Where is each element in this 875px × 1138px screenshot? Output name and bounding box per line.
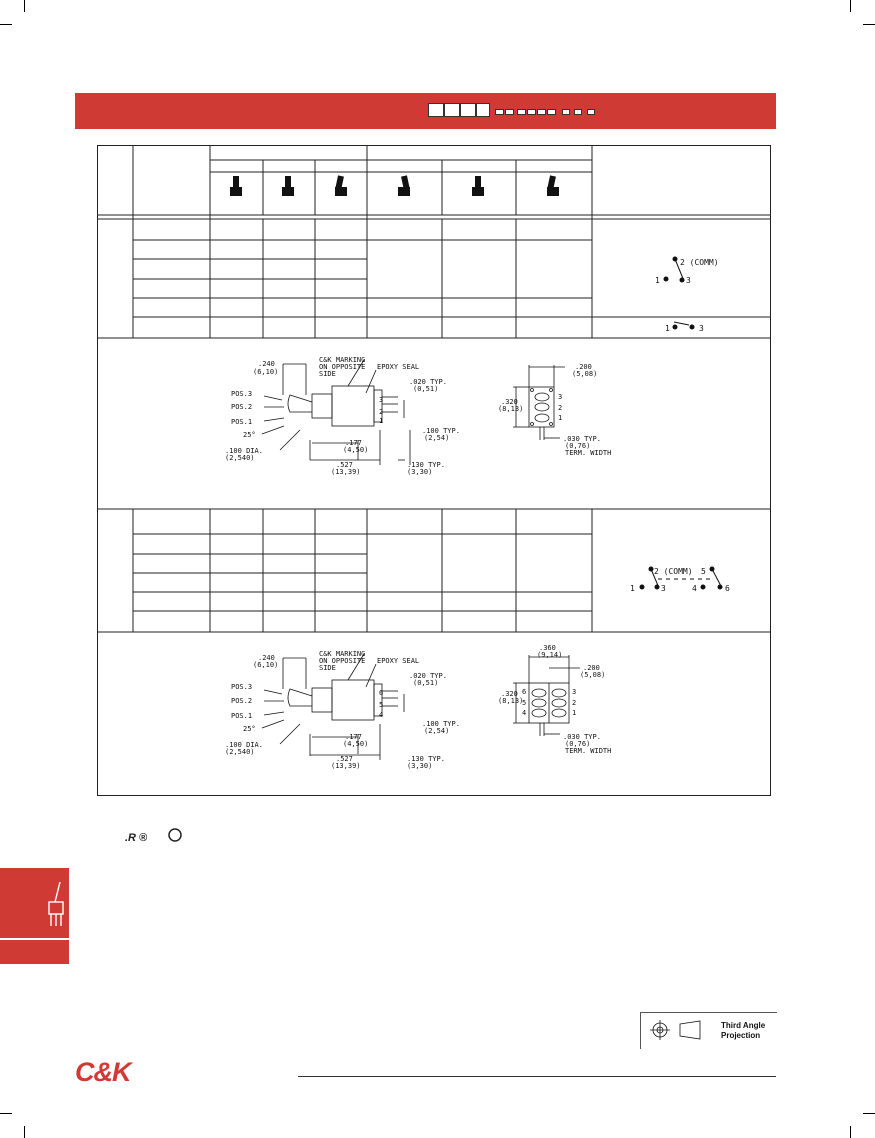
svg-text:.020 TYP.: .020 TYP. (409, 378, 447, 386)
svg-text:.177: .177 (345, 733, 362, 741)
svg-text:(2,54): (2,54) (424, 727, 450, 735)
terminal-label: 6 (725, 584, 730, 593)
svg-text:.240: .240 (258, 360, 275, 368)
svg-text:5: 5 (522, 699, 527, 707)
svg-text:POS.1: POS.1 (231, 418, 253, 426)
svg-text:C&K MARKING: C&K MARKING (319, 650, 366, 658)
svg-text:.020 TYP.: .020 TYP. (409, 672, 447, 680)
svg-text:(0,76): (0,76) (565, 740, 591, 748)
svg-text:POS.2: POS.2 (231, 403, 253, 411)
svg-text:(6,10): (6,10) (253, 368, 279, 376)
svg-text:1: 1 (379, 417, 384, 425)
svg-text:(2,540): (2,540) (225, 454, 255, 462)
svg-text:POS.1: POS.1 (231, 712, 253, 720)
terminal-label: 1 (655, 276, 660, 285)
tab-divider (0, 938, 69, 940)
svg-text:POS.3: POS.3 (231, 390, 253, 398)
svg-text:1: 1 (558, 414, 563, 422)
drawing-2-labels (225, 650, 460, 770)
svg-text:.240: .240 (258, 654, 275, 662)
svg-text:3: 3 (572, 688, 577, 696)
svg-text:POS.3: POS.3 (231, 683, 253, 691)
svg-text:TERM. WIDTH: TERM. WIDTH (565, 449, 612, 457)
svg-text:(2,54): (2,54) (424, 434, 450, 442)
switch-side-drawing-1 (262, 360, 410, 465)
terminal-label: 3 (686, 276, 691, 285)
section-tab (0, 868, 69, 964)
svg-text:(4,50): (4,50) (343, 740, 369, 748)
comm-label: 2 (COMM) (654, 567, 693, 576)
svg-text:2: 2 (558, 404, 563, 412)
svg-text:(13,39): (13,39) (331, 762, 361, 770)
svg-text:(9,14): (9,14) (537, 651, 563, 659)
svg-text:(0,51): (0,51) (413, 679, 439, 687)
terminal-label: 4 (692, 584, 697, 593)
svg-text:(8,13): (8,13) (498, 697, 524, 705)
svg-text:3: 3 (558, 393, 563, 401)
svg-text:(0,76): (0,76) (565, 442, 591, 450)
svg-text:2: 2 (572, 699, 577, 707)
circuit-diagram-dpdt (630, 567, 730, 594)
projection-label: Third Angle Projection (721, 1021, 766, 1040)
svg-text:(13,39): (13,39) (331, 468, 361, 476)
svg-text:(6,10): (6,10) (253, 661, 279, 669)
svg-text:.100 DIA.: .100 DIA. (225, 447, 263, 455)
svg-text:.100 DIA.: .100 DIA. (225, 741, 263, 749)
cert-marks-icon (125, 829, 181, 844)
svg-text:.360: .360 (539, 644, 556, 652)
svg-text:(5,08): (5,08) (580, 671, 606, 679)
ck-logo: C&K (75, 1057, 131, 1087)
svg-text:.527: .527 (336, 461, 353, 469)
svg-text:SIDE: SIDE (319, 370, 336, 378)
svg-text:SIDE: SIDE (319, 664, 336, 672)
terminal-label: 1 (630, 584, 635, 593)
svg-text:.130 TYP.: .130 TYP. (407, 755, 445, 763)
comm-label: 2 (COMM) (680, 258, 719, 267)
toggle-icon (230, 175, 559, 196)
svg-text:3: 3 (379, 396, 384, 404)
svg-text:2: 2 (379, 408, 384, 416)
svg-text:.527: .527 (336, 755, 353, 763)
svg-text:.200: .200 (575, 363, 592, 371)
svg-text:.320: .320 (501, 690, 518, 698)
svg-text:(2,540): (2,540) (225, 748, 255, 756)
svg-text:POS.2: POS.2 (231, 697, 253, 705)
projection-box (640, 1012, 777, 1049)
terminal-label: 3 (699, 324, 704, 333)
svg-text:C&K MARKING: C&K MARKING (319, 356, 366, 364)
terminal-label: 5 (701, 567, 706, 576)
svg-text:TERM. WIDTH: TERM. WIDTH (565, 747, 612, 755)
drawing-1-labels (225, 356, 460, 476)
svg-text:EPOXY SEAL: EPOXY SEAL (377, 363, 420, 371)
svg-text:5: 5 (379, 701, 384, 709)
svg-text:(8,13): (8,13) (498, 405, 524, 413)
svg-text:.320: .320 (501, 398, 518, 406)
svg-text:4: 4 (379, 711, 384, 719)
svg-text:.R ®: .R ® (125, 832, 148, 844)
terminal-label: 3 (661, 584, 666, 593)
svg-text:.130 TYP.: .130 TYP. (407, 461, 445, 469)
svg-text:.100 TYP.: .100 TYP. (422, 720, 460, 728)
svg-text:(3,30): (3,30) (407, 762, 433, 770)
toggle-switch-icon (0, 868, 69, 964)
footer-rule (298, 1076, 776, 1077)
svg-text:4: 4 (522, 709, 527, 717)
svg-text:.200: .200 (583, 664, 600, 672)
svg-text:25°: 25° (243, 725, 256, 733)
svg-text:(0,51): (0,51) (413, 385, 439, 393)
svg-text:ON OPPOSITE: ON OPPOSITE (319, 363, 366, 371)
svg-text:(5,08): (5,08) (572, 370, 598, 378)
svg-text:.030 TYP.: .030 TYP. (563, 435, 601, 443)
terminal-label: 1 (665, 324, 670, 333)
svg-text:(3,30): (3,30) (407, 468, 433, 476)
svg-text:1: 1 (572, 709, 577, 717)
svg-text:6: 6 (379, 689, 384, 697)
svg-text:25°: 25° (243, 431, 256, 439)
svg-text:(4,50): (4,50) (343, 446, 369, 454)
circuit-diagram-spdt-row (665, 322, 704, 333)
svg-text:.030 TYP.: .030 TYP. (563, 733, 601, 741)
svg-text:.177: .177 (345, 439, 362, 447)
end-view-1-labels (498, 363, 611, 457)
svg-text:.100 TYP.: .100 TYP. (422, 427, 460, 435)
svg-text:EPOXY SEAL: EPOXY SEAL (377, 657, 420, 665)
svg-text:6: 6 (522, 688, 527, 696)
circuit-diagram-spdt (655, 257, 719, 286)
switch-end-view-1 (513, 365, 565, 440)
svg-text:ON OPPOSITE: ON OPPOSITE (319, 657, 366, 665)
